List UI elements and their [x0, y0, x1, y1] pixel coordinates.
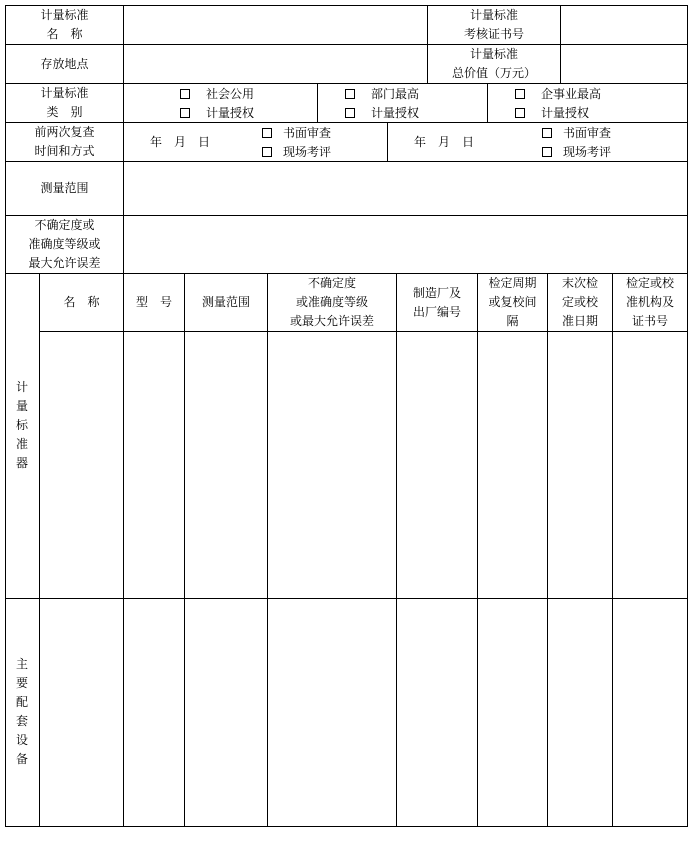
col-header-name [40, 274, 123, 331]
col-header-manufacturer-line2: 出厂编号 [412, 304, 461, 319]
checkbox-written-review-2[interactable] [542, 128, 552, 138]
col-header-model-text: 型 号 [135, 295, 172, 309]
col-header-name-text: 名 称 [63, 295, 100, 309]
option-onsite-review-2: 现场考评 [563, 145, 612, 159]
col-header-institution [613, 274, 687, 331]
total-value-label [428, 45, 560, 83]
col-header-last-date-line3: 准日期 [561, 314, 598, 328]
col-header-last-date-line1: 末次检 [561, 276, 598, 290]
checkbox-enterprise-top[interactable] [515, 89, 525, 99]
col-header-institution-line2: 准机构及 [625, 295, 674, 309]
standard-name-label-line2: 名 称 [46, 27, 83, 41]
col-header-period-line3: 隔 [506, 314, 519, 328]
col-header-uncertainty [268, 274, 396, 331]
total-value-label-line2: 总价值（万元） [451, 66, 536, 80]
range-field[interactable] [124, 162, 687, 215]
category-label-line1: 计量标准 [40, 86, 89, 100]
checkbox-onsite-review-1[interactable] [262, 147, 272, 157]
col-header-manufacturer [397, 274, 477, 331]
section-supporting-equipment: 主要配套设备 [15, 657, 28, 766]
col-header-period-line2: 或复校间 [488, 295, 537, 309]
cert-number-field[interactable] [561, 6, 687, 44]
location-label-text: 存放地点 [40, 56, 89, 71]
standard-name-label [6, 6, 123, 44]
review-date-1[interactable]: 年 月 日 [150, 135, 211, 149]
col-header-period-line1: 检定周期 [488, 276, 537, 290]
category-label-line2: 类 别 [46, 105, 83, 119]
col-header-range-text: 测量范围 [201, 295, 250, 309]
checkbox-authorized-2[interactable] [345, 108, 355, 118]
checkbox-authorized-3[interactable] [515, 108, 525, 118]
col-header-institution-line3: 证书号 [631, 314, 668, 328]
location-field[interactable] [124, 45, 427, 83]
category-label [6, 84, 123, 122]
review-date-2[interactable]: 年 月 日 [414, 135, 475, 149]
range-label [6, 162, 123, 215]
option-public: 社会公用 [206, 87, 255, 101]
col-header-last-date [548, 274, 612, 331]
cert-number-label-line1: 计量标准 [469, 8, 518, 22]
option-written-review-2: 书面审查 [563, 126, 612, 140]
standard-name-field[interactable] [124, 6, 427, 44]
option-enterprise-top: 企事业最高 [541, 87, 602, 101]
col-header-uncertainty-line1: 不确定度 [307, 276, 356, 290]
uncertainty-label-line2: 准确度等级或 [28, 237, 101, 251]
standard-instruments-rows[interactable] [40, 332, 687, 598]
review-label-line1: 前两次复查 [34, 125, 95, 139]
checkbox-authorized-1[interactable] [180, 108, 190, 118]
col-header-range [185, 274, 267, 331]
review-label [6, 123, 123, 161]
total-value-label-line1: 计量标准 [469, 47, 518, 61]
col-header-last-date-line2: 定或校 [561, 295, 598, 309]
standard-name-label-line1: 计量标准 [40, 8, 89, 22]
col-header-model [124, 274, 184, 331]
section-standard-instruments: 计量标准器 [15, 380, 28, 470]
total-value-field[interactable] [561, 45, 687, 83]
col-header-uncertainty-line2: 或准确度等级 [295, 295, 368, 309]
checkbox-onsite-review-2[interactable] [542, 147, 552, 157]
option-authorized-1: 计量授权 [206, 106, 255, 120]
col-header-manufacturer-line1: 制造厂及 [412, 285, 461, 300]
option-authorized-3: 计量授权 [541, 106, 590, 120]
uncertainty-label [6, 216, 123, 273]
col-header-uncertainty-line3: 或最大允许误差 [289, 314, 374, 328]
uncertainty-field[interactable] [124, 216, 687, 273]
checkbox-department-top[interactable] [345, 89, 355, 99]
cert-number-label [428, 6, 560, 44]
checkbox-written-review-1[interactable] [262, 128, 272, 138]
location-label [6, 45, 123, 83]
cert-number-label-line2: 考核证书号 [463, 27, 524, 41]
option-authorized-2: 计量授权 [371, 106, 420, 120]
option-onsite-review-1: 现场考评 [283, 145, 332, 159]
uncertainty-label-line3: 最大允许误差 [28, 256, 101, 270]
review-label-line2: 时间和方式 [34, 144, 95, 158]
col-header-period [478, 274, 547, 331]
option-department-top: 部门最高 [371, 87, 420, 101]
col-header-institution-line1: 检定或校 [625, 276, 674, 290]
checkbox-public[interactable] [180, 89, 190, 99]
supporting-equipment-rows[interactable] [40, 599, 687, 826]
range-label-text: 测量范围 [40, 181, 89, 195]
uncertainty-label-line1: 不确定度或 [34, 218, 95, 232]
option-written-review-1: 书面审查 [283, 126, 332, 140]
